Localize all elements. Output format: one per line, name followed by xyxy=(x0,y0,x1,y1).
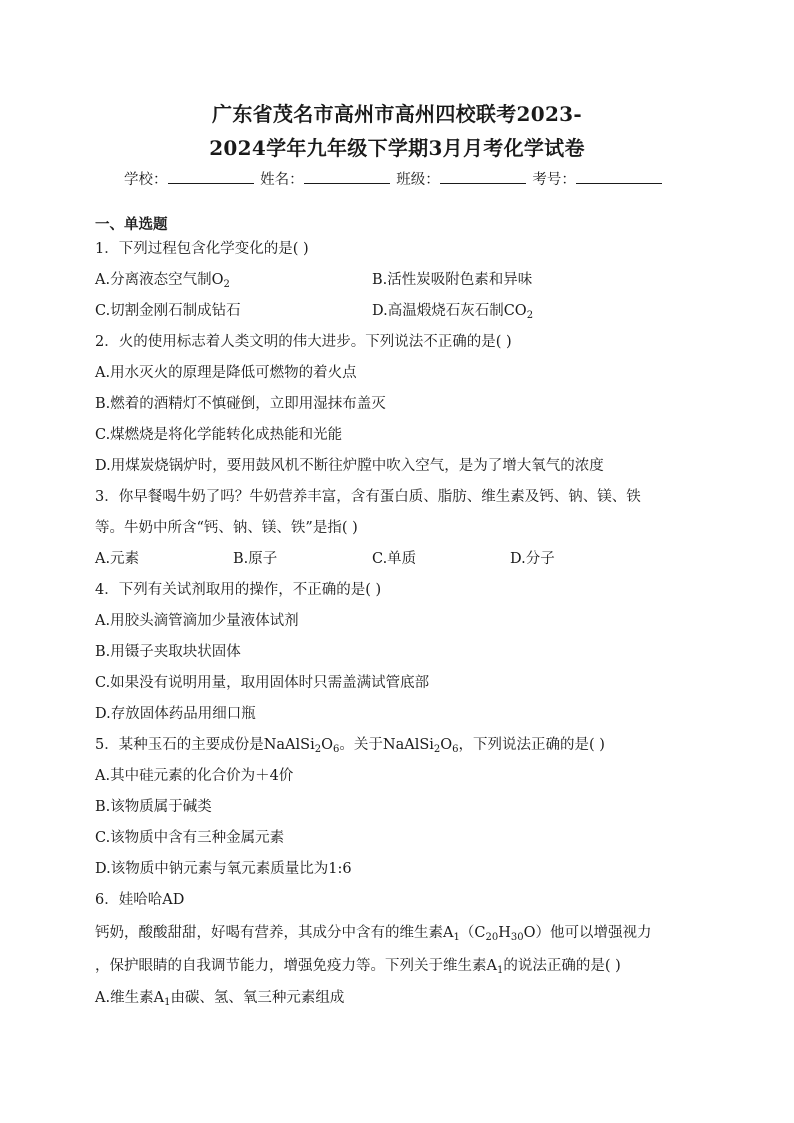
q6-a-part: 由碳、氢、氧三种元素组成 xyxy=(170,990,345,1006)
q6-sub: 20 xyxy=(485,932,499,943)
q6-part: 的说法正确的是( ) xyxy=(503,958,621,974)
question-6-stem-line3 xyxy=(95,955,621,977)
question-1-option-d xyxy=(372,300,533,322)
question-4-option-a: A.用胶头滴管滴加少量液体试剂 xyxy=(95,613,299,629)
name-field[interactable] xyxy=(304,169,390,184)
question-1-option-a xyxy=(95,269,230,291)
q6-a-part: A.维生素A xyxy=(95,990,165,1006)
question-6-option-a xyxy=(95,987,344,1009)
q5-stem-part: 。关于NaAlSi xyxy=(339,737,434,753)
number-label: 考号： xyxy=(532,172,576,188)
q1-d-text: D.高温煅烧石灰石制CO xyxy=(372,303,527,319)
q1-d-sub: 2 xyxy=(526,310,534,321)
school-field[interactable] xyxy=(168,169,254,184)
q6-part: H xyxy=(498,925,511,941)
question-2-option-b: B.燃着的酒精灯不慎碰倒，立即用湿抹布盖灭 xyxy=(95,396,386,412)
q1-a-text: A.分离液态空气制O xyxy=(95,272,224,288)
name-label: 姓名： xyxy=(260,172,304,188)
question-5-option-b: B.该物质属于碱类 xyxy=(95,799,212,815)
question-4-stem: 4．下列有关试剂取用的操作，不正确的是( ) xyxy=(95,582,382,598)
question-3-option-a: A.元素 xyxy=(95,551,140,567)
section-heading: 一、单选题 xyxy=(95,216,168,233)
question-5-option-c: C.该物质中含有三种金属元素 xyxy=(95,830,285,846)
q6-sub: 1 xyxy=(496,965,504,976)
q5-stem-part: O xyxy=(321,737,334,753)
question-2-stem: 2．火的使用标志着人类文明的伟大进步。下列说法不正确的是( ) xyxy=(95,334,512,350)
question-1-option-b: B.活性炭吸附色素和异味 xyxy=(372,272,533,288)
q6-sub: 1 xyxy=(453,932,460,943)
q1-a-sub: 2 xyxy=(223,279,230,290)
question-3-option-d: D.分子 xyxy=(510,551,555,567)
q6-part: O）他可以增强视力 xyxy=(523,925,652,941)
question-3-option-b: B.原子 xyxy=(233,551,278,567)
question-6-stem-line2 xyxy=(95,922,651,944)
q6-part: （C xyxy=(459,925,486,941)
question-5-stem xyxy=(95,734,605,756)
question-4-option-d: D.存放固体药品用细口瓶 xyxy=(95,706,256,722)
question-3-stem-line2: 等。牛奶中所含“钙、钠、镁、铁”是指( ) xyxy=(95,520,358,536)
question-3-option-c: C.单质 xyxy=(372,551,417,567)
question-1-stem: 1．下列过程包含化学变化的是( ) xyxy=(95,241,309,257)
question-6-stem-line1: 6．娃哈哈AD xyxy=(95,892,185,908)
q6-sub: 30 xyxy=(510,932,524,943)
q5-sub: 6 xyxy=(333,744,340,755)
q6-a-sub: 1 xyxy=(164,997,171,1008)
q5-stem-part: ，下列说法正确的是( ) xyxy=(458,737,605,753)
question-5-option-d: D.该物质中钠元素与氧元素质量比为1:6 xyxy=(95,861,352,877)
student-info-line xyxy=(124,169,684,191)
number-field[interactable] xyxy=(576,169,662,184)
question-3-stem-line1: 3．你早餐喝牛奶了吗？牛奶营养丰富，含有蛋白质、脂肪、维生素及钙、钠、镁、铁 xyxy=(95,489,641,505)
school-label: 学校： xyxy=(124,172,168,188)
question-5-option-a: A.其中硅元素的化合价为＋4价 xyxy=(95,768,294,784)
q5-sub: 2 xyxy=(314,744,322,755)
question-2-option-c: C.煤燃烧是将化学能转化成热能和光能 xyxy=(95,427,343,443)
class-label: 班级： xyxy=(396,172,440,188)
q5-sub: 6 xyxy=(452,744,459,755)
q6-part: 钙奶，酸酸甜甜，好喝有营养，其成分中含有的维生素A xyxy=(95,925,454,941)
question-1-option-c: C.切割金刚石制成钻石 xyxy=(95,303,241,319)
q5-sub: 2 xyxy=(433,744,441,755)
exam-title-line2: 2024学年九年级下学期3月月考化学试卷 xyxy=(209,136,585,160)
question-4-option-b: B.用镊子夹取块状固体 xyxy=(95,644,241,660)
question-4-option-c: C.如果没有说明用量，取用固体时只需盖满试管底部 xyxy=(95,675,430,691)
q5-stem-part: O xyxy=(440,737,453,753)
class-field[interactable] xyxy=(440,169,526,184)
q6-part: ，保护眼睛的自我调节能力，增强免疫力等。下列关于维生素A xyxy=(95,958,497,974)
question-2-option-d: D.用煤炭烧锅炉时，要用鼓风机不断往炉膛中吹入空气，是为了增大氧气的浓度 xyxy=(95,458,604,474)
q5-stem-part: 5．某种玉石的主要成份是NaAlSi xyxy=(95,737,315,753)
question-2-option-a: A.用水灭火的原理是降低可燃物的着火点 xyxy=(95,365,357,381)
exam-title-line1: 广东省茂名市高州市高州四校联考2023- xyxy=(212,102,582,126)
